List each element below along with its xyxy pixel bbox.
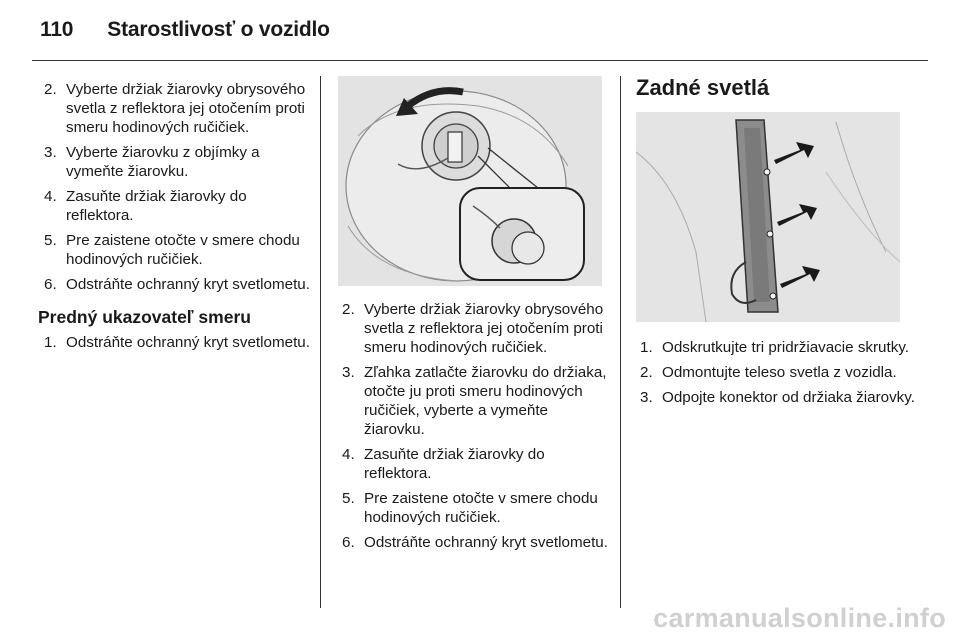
header-divider [32,60,928,61]
section-title: Zadné svetlá [636,75,770,100]
steps-list-top [40,80,312,294]
section-subheading: Predný ukazovateľ smeru [38,307,251,327]
headlight-bulb-illustration [338,76,602,286]
list-item: 3. Zľahka zatlačte žiarovku do držiaka, otočte ju proti smeru hodinových ručičiek, vyberte a vymeňte žiarovku. [342,364,607,438]
list-item: 3. Odpojte konektor od držiaka žiarovky. [640,389,915,406]
steps-list-bottom [40,333,312,352]
page-number: 110 [40,18,74,41]
rear-light-illustration [636,112,900,322]
list-item: 2. Vyberte držiak žiarovky obrysového svetla z reflektora jej otočením proti smeru hodinových ručičiek. [342,301,604,356]
list-item: 5. Pre zaistene otočte v smere chodu hodinových ručičiek. [44,232,300,268]
list-item: 4. Zasuňte držiak žiarovky do reflektora. [44,188,247,224]
column-left [40,80,312,358]
list-item: 3. Vyberte žiarovku z objímky a vymeňte žiarovku. [44,144,260,180]
watermark: carmanualsonline.info [653,603,946,633]
column-right-steps [636,338,916,413]
list-item: 5. Pre zaistene otočte v smere chodu hodinových ručičiek. [342,490,598,526]
list-item: 2. Vyberte držiak žiarovky obrysového svetla z reflektora jej otočením proti smeru hodinových ručičiek. [44,81,306,136]
steps-list [338,300,610,552]
page-header [40,18,330,42]
column-divider-1 [320,76,321,608]
steps-list [636,338,916,407]
list-item: 1. Odskrutkujte tri pridržiavacie skrutky. [640,339,910,356]
list-item: 2. Odmontujte teleso svetla z vozidla. [640,364,897,381]
column-right [636,75,916,100]
rear-light-drawing [636,112,900,322]
column-divider-2 [620,76,621,608]
bulb-holder-drawing [338,76,602,286]
column-middle [338,300,610,558]
list-item: 1. Odstráňte ochranný kryt svetlometu. [44,334,310,351]
list-item: 6. Odstráňte ochranný kryt svetlometu. [44,276,310,293]
list-item: 6. Odstráňte ochranný kryt svetlometu. [342,534,608,551]
page-title: Starostlivosť o vozidlo [107,18,330,41]
list-item: 4. Zasuňte držiak žiarovky do reflektora. [342,446,545,482]
